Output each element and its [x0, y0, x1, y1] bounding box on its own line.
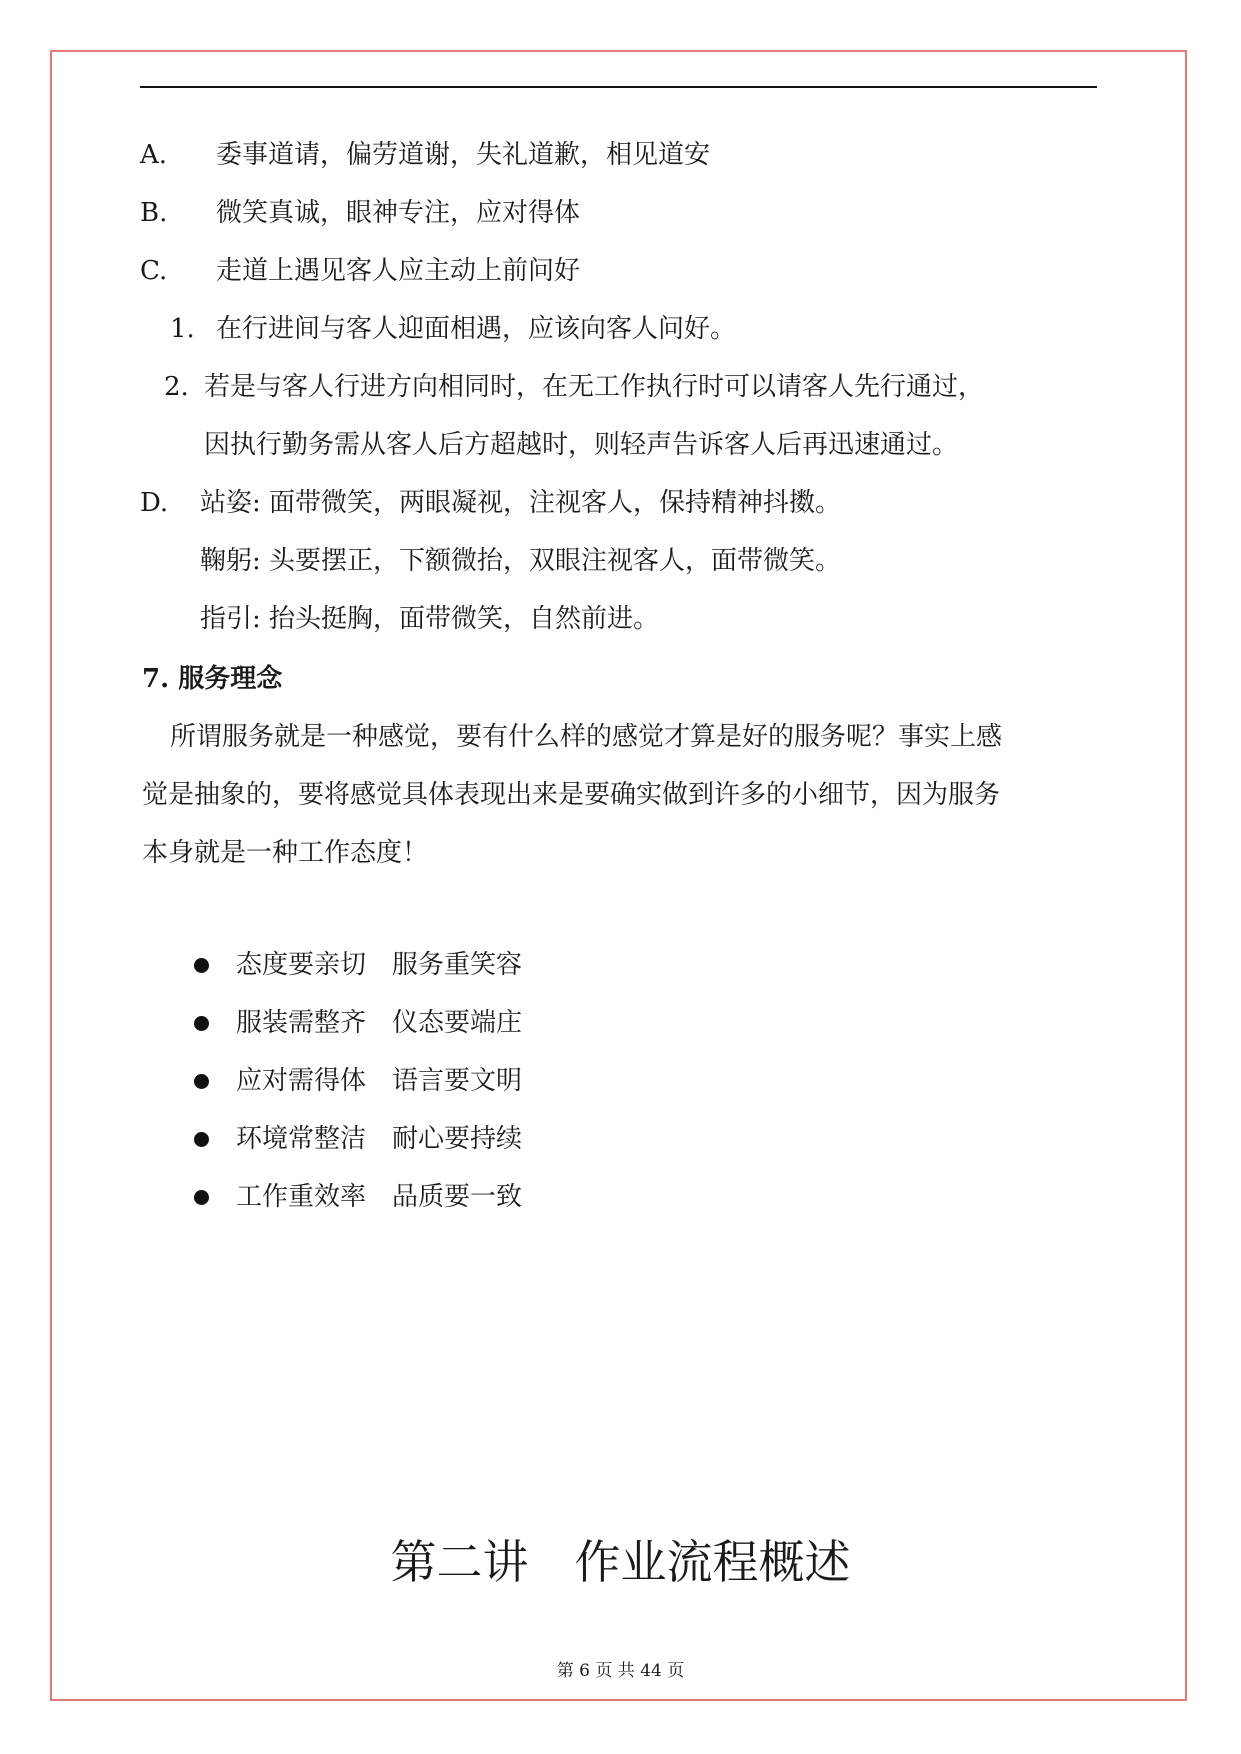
sub-item-2-continuation: 因执行勤务需从客人后方超越时，则轻声告诉客人后再迅速通过。 [204, 430, 959, 460]
bullet-icon [194, 1016, 209, 1031]
bullet-item: 服装需整齐 仪态要端庄 [236, 1008, 523, 1038]
sub-item-1: 在行进间与客人迎面相遇，应该向客人问好。 [216, 314, 737, 344]
posture-standing: 站姿: 面带微笑，两眼凝视，注视客人，保持精神抖擞。 [200, 488, 842, 518]
list-item-c: 走道上遇见客人应主动上前问好 [216, 256, 581, 286]
bullet-icon [194, 958, 209, 973]
paragraph-line-1: 所谓服务就是一种感觉，要有什么样的感觉才算是好的服务呢？事实上感 [170, 722, 1003, 752]
bullet-item: 态度要亲切 服务重笑容 [236, 950, 523, 980]
list-item-b: 微笑真诚，眼神专注，应对得体 [216, 198, 581, 228]
bullet-icon [194, 1074, 209, 1089]
header-rule [140, 86, 1097, 88]
list-item-a: 委事道请，偏劳道谢，失礼道歉，相见道安 [216, 140, 711, 170]
paragraph-line-3: 本身就是一种工作态度！ [142, 838, 429, 868]
paragraph-line-2: 觉是抽象的，要将感觉具体表现出来是要确实做到许多的小细节，因为服务 [142, 780, 1001, 810]
list-marker-c: C. [140, 256, 168, 286]
sub-marker-2: 2. [164, 372, 189, 402]
list-marker-d: D. [140, 488, 169, 518]
bullet-item: 环境常整洁 耐心要持续 [236, 1124, 523, 1154]
posture-bowing: 鞠躬: 头要摆正，下额微抬，双眼注视客人，面带微笑。 [200, 546, 842, 576]
posture-guiding: 指引: 抬头挺胸，面带微笑，自然前进。 [200, 604, 660, 634]
page-border [50, 50, 1187, 1701]
bullet-item: 应对需得体 语言要文明 [236, 1066, 523, 1096]
bullet-item: 工作重效率 品质要一致 [236, 1182, 523, 1212]
list-marker-a: A. [140, 140, 168, 170]
chapter-title: 第二讲 作业流程概述 [390, 1535, 851, 1589]
bullet-icon [194, 1190, 209, 1205]
sub-item-2: 若是与客人行进方向相同时，在无工作执行时可以请客人先行通过， [204, 372, 985, 402]
list-marker-b: B. [140, 198, 168, 228]
page-footer: 第 6 页 共 44 页 [556, 1661, 685, 1681]
sub-marker-1: 1. [170, 314, 195, 344]
section-heading: 7. 服务理念 [142, 664, 283, 694]
bullet-icon [194, 1132, 209, 1147]
